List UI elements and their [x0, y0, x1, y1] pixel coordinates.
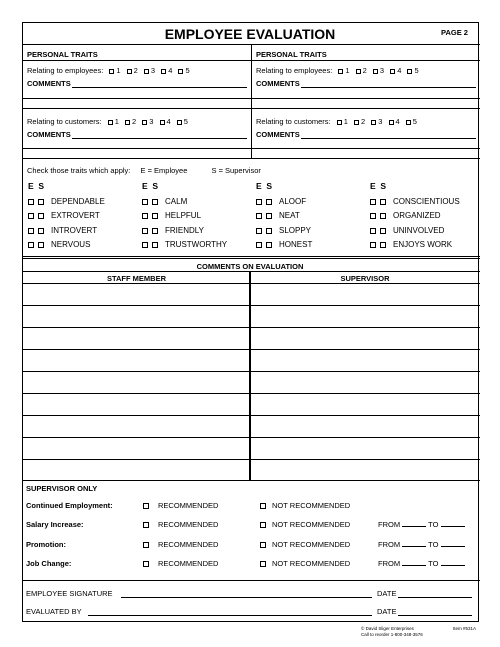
- employee-checkbox[interactable]: [256, 242, 262, 248]
- comments-divider: [249, 271, 251, 480]
- employee-checkbox[interactable]: [142, 228, 148, 234]
- trait-row: [370, 211, 441, 220]
- supervisor-checkbox[interactable]: [380, 199, 386, 205]
- checkbox[interactable]: [356, 69, 361, 74]
- supervisor-only-heading: SUPERVISOR ONLY: [26, 484, 98, 493]
- not-recommended-option[interactable]: NOT RECOMMENDED: [260, 559, 350, 568]
- trait-row: [370, 226, 444, 235]
- not-recommended-option[interactable]: NOT RECOMMENDED: [260, 540, 350, 549]
- evaluated-by-label: EVALUATED BY: [26, 607, 82, 616]
- trait-label: SLOPPY: [279, 226, 312, 235]
- checkbox[interactable]: [354, 120, 359, 125]
- employee-checkbox[interactable]: [142, 213, 148, 219]
- page-label: PAGE 2: [441, 28, 468, 37]
- checkbox[interactable]: [260, 542, 266, 548]
- form-title: EMPLOYEE EVALUATION: [164, 26, 336, 42]
- employee-signature-line[interactable]: [121, 597, 372, 598]
- staff-member-heading: STAFF MEMBER: [106, 274, 167, 283]
- supervisor-checkbox[interactable]: [152, 213, 158, 219]
- trait-label: CONSCIENTIOUS: [393, 197, 460, 206]
- employee-checkbox[interactable]: [28, 228, 34, 234]
- supervisor-checkbox[interactable]: [380, 242, 386, 248]
- comments-label: COMMENTS: [256, 130, 300, 139]
- comments-label: COMMENTS: [27, 79, 71, 88]
- from-to-fields[interactable]: FROM TO: [378, 520, 465, 529]
- checkbox[interactable]: [143, 503, 149, 509]
- footer-copyright: © David Sliger Enterprises: [361, 626, 414, 631]
- trait-row: [142, 226, 204, 235]
- trait-label: ORGANIZED: [393, 211, 441, 220]
- checkbox[interactable]: [143, 561, 149, 567]
- evaluated-by-line[interactable]: [88, 615, 372, 616]
- trait-row: [28, 240, 90, 249]
- trait-row: [28, 211, 100, 220]
- comment-line[interactable]: [22, 415, 480, 416]
- supervisor-checkbox[interactable]: [152, 228, 158, 234]
- supervisor-checkbox[interactable]: [266, 213, 272, 219]
- supervisor-checkbox[interactable]: [380, 213, 386, 219]
- from-to-fields[interactable]: FROM TO: [378, 540, 465, 549]
- employee-checkbox[interactable]: [28, 199, 34, 205]
- checkbox[interactable]: [260, 503, 266, 509]
- checkbox[interactable]: [406, 120, 411, 125]
- checkbox[interactable]: [371, 120, 376, 125]
- rating-customers-left: Relating to customers: 1 2 3 4 5: [27, 117, 188, 126]
- supervisor-row-label: Promotion:: [26, 540, 66, 549]
- supervisor-checkbox[interactable]: [38, 228, 44, 234]
- comments-eval-heading: COMMENTS ON EVALUATION: [196, 262, 304, 271]
- trait-label: ENJOYS WORK: [393, 240, 453, 249]
- checkbox[interactable]: [125, 120, 130, 125]
- trait-label: NEAT: [279, 211, 300, 220]
- checkbox[interactable]: [127, 69, 132, 74]
- checkbox[interactable]: [177, 120, 182, 125]
- trait-label: INTROVERT: [51, 226, 98, 235]
- supervisor-row-label: Continued Employment:: [26, 501, 113, 510]
- personal-traits-heading-right: PERSONAL TRAITS: [256, 50, 327, 59]
- personal-traits-heading-left: PERSONAL TRAITS: [27, 50, 98, 59]
- checkbox[interactable]: [108, 120, 113, 125]
- checkbox[interactable]: [407, 69, 412, 74]
- checkbox[interactable]: [143, 542, 149, 548]
- supervisor-checkbox[interactable]: [38, 213, 44, 219]
- employee-signature-label: EMPLOYEE SIGNATURE: [26, 589, 113, 598]
- supervisor-checkbox[interactable]: [380, 228, 386, 234]
- footer-reorder: Call to reorder 1-800-348-3576: [361, 632, 423, 637]
- supervisor-row-label: Job Change:: [26, 559, 72, 568]
- trait-row: [28, 226, 97, 235]
- es-header: E S: [256, 181, 273, 191]
- rating-customers-right: Relating to customers: 1 2 3 4 5: [256, 117, 417, 126]
- trait-label: NERVOUS: [51, 240, 91, 249]
- checkbox[interactable]: [260, 522, 266, 528]
- es-header: E S: [370, 181, 387, 191]
- comment-line[interactable]: [22, 437, 480, 438]
- checkbox[interactable]: [109, 69, 114, 74]
- trait-label: DEPENDABLE: [51, 197, 105, 206]
- employee-checkbox[interactable]: [256, 213, 262, 219]
- trait-row: [28, 197, 105, 206]
- comment-line[interactable]: [22, 305, 480, 306]
- rating-employees-right: Relating to employees: 1 2 3 4 5: [256, 66, 419, 75]
- trait-row: [256, 197, 306, 206]
- trait-label: FRIENDLY: [165, 226, 204, 235]
- es-header: E S: [142, 181, 159, 191]
- trait-row: [256, 226, 311, 235]
- trait-label: UNINVOLVED: [393, 226, 445, 235]
- supervisor-checkbox[interactable]: [38, 199, 44, 205]
- recommended-option[interactable]: RECOMMENDED: [143, 540, 218, 549]
- trait-row: [256, 240, 312, 249]
- trait-row: [370, 197, 460, 206]
- checkbox[interactable]: [373, 69, 378, 74]
- checkbox[interactable]: [160, 120, 165, 125]
- comments-label: COMMENTS: [27, 130, 71, 139]
- checkbox[interactable]: [337, 120, 342, 125]
- recommended-option[interactable]: RECOMMENDED: [143, 559, 218, 568]
- recommended-option[interactable]: RECOMMENDED: [143, 501, 218, 510]
- supervisor-checkbox[interactable]: [152, 242, 158, 248]
- employee-checkbox[interactable]: [256, 199, 262, 205]
- employee-checkbox[interactable]: [28, 242, 34, 248]
- checkbox[interactable]: [142, 120, 147, 125]
- checkbox[interactable]: [390, 69, 395, 74]
- checkbox[interactable]: [260, 561, 266, 567]
- trait-label: CALM: [165, 197, 188, 206]
- rating-employees-left: Relating to employees: 1 2 3 4 5: [27, 66, 190, 75]
- employee-checkbox[interactable]: [142, 242, 148, 248]
- checkbox[interactable]: [161, 69, 166, 74]
- employee-checkbox[interactable]: [28, 213, 34, 219]
- not-recommended-option[interactable]: NOT RECOMMENDED: [260, 501, 350, 510]
- employee-checkbox[interactable]: [256, 228, 262, 234]
- comment-line[interactable]: [22, 349, 480, 350]
- employee-checkbox[interactable]: [142, 199, 148, 205]
- comment-line[interactable]: [22, 371, 480, 372]
- checkbox[interactable]: [389, 120, 394, 125]
- date-line[interactable]: [398, 597, 472, 598]
- employee-checkbox[interactable]: [370, 228, 376, 234]
- date-label: DATE: [377, 589, 397, 598]
- traits-instructions: Check those traits which apply: E = Employee S = Supervisor: [27, 166, 261, 175]
- trait-label: EXTROVERT: [51, 211, 100, 220]
- trait-row: [142, 211, 201, 220]
- checkbox[interactable]: [178, 69, 183, 74]
- trait-label: ALOOF: [279, 197, 307, 206]
- trait-row: [142, 240, 227, 249]
- trait-row: [256, 211, 300, 220]
- date-line[interactable]: [398, 615, 472, 616]
- date-label: DATE: [377, 607, 397, 616]
- recommended-option[interactable]: RECOMMENDED: [143, 520, 218, 529]
- trait-label: TRUSTWORTHY: [165, 240, 228, 249]
- supervisor-checkbox[interactable]: [38, 242, 44, 248]
- checkbox[interactable]: [143, 522, 149, 528]
- checkbox[interactable]: [144, 69, 149, 74]
- from-to-fields[interactable]: FROM TO: [378, 559, 465, 568]
- supervisor-checkbox[interactable]: [266, 228, 272, 234]
- comments-label: COMMENTS: [256, 79, 300, 88]
- es-header: E S: [28, 181, 45, 191]
- employee-checkbox[interactable]: [370, 242, 376, 248]
- trait-row: [370, 240, 452, 249]
- supervisor-checkbox[interactable]: [266, 242, 272, 248]
- checkbox[interactable]: [338, 69, 343, 74]
- supervisor-heading: SUPERVISOR: [340, 274, 390, 283]
- supervisor-checkbox[interactable]: [266, 199, 272, 205]
- trait-row: [142, 197, 187, 206]
- supervisor-row-label: Salary Increase:: [26, 520, 84, 529]
- trait-label: HELPFUL: [165, 211, 202, 220]
- trait-label: HONEST: [279, 240, 313, 249]
- footer-item: Item #531A: [453, 626, 477, 631]
- comment-line[interactable]: [22, 327, 480, 328]
- supervisor-checkbox[interactable]: [152, 199, 158, 205]
- comment-line[interactable]: [22, 459, 480, 460]
- not-recommended-option[interactable]: NOT RECOMMENDED: [260, 520, 350, 529]
- employee-checkbox[interactable]: [370, 213, 376, 219]
- employee-checkbox[interactable]: [370, 199, 376, 205]
- comment-line[interactable]: [22, 393, 480, 394]
